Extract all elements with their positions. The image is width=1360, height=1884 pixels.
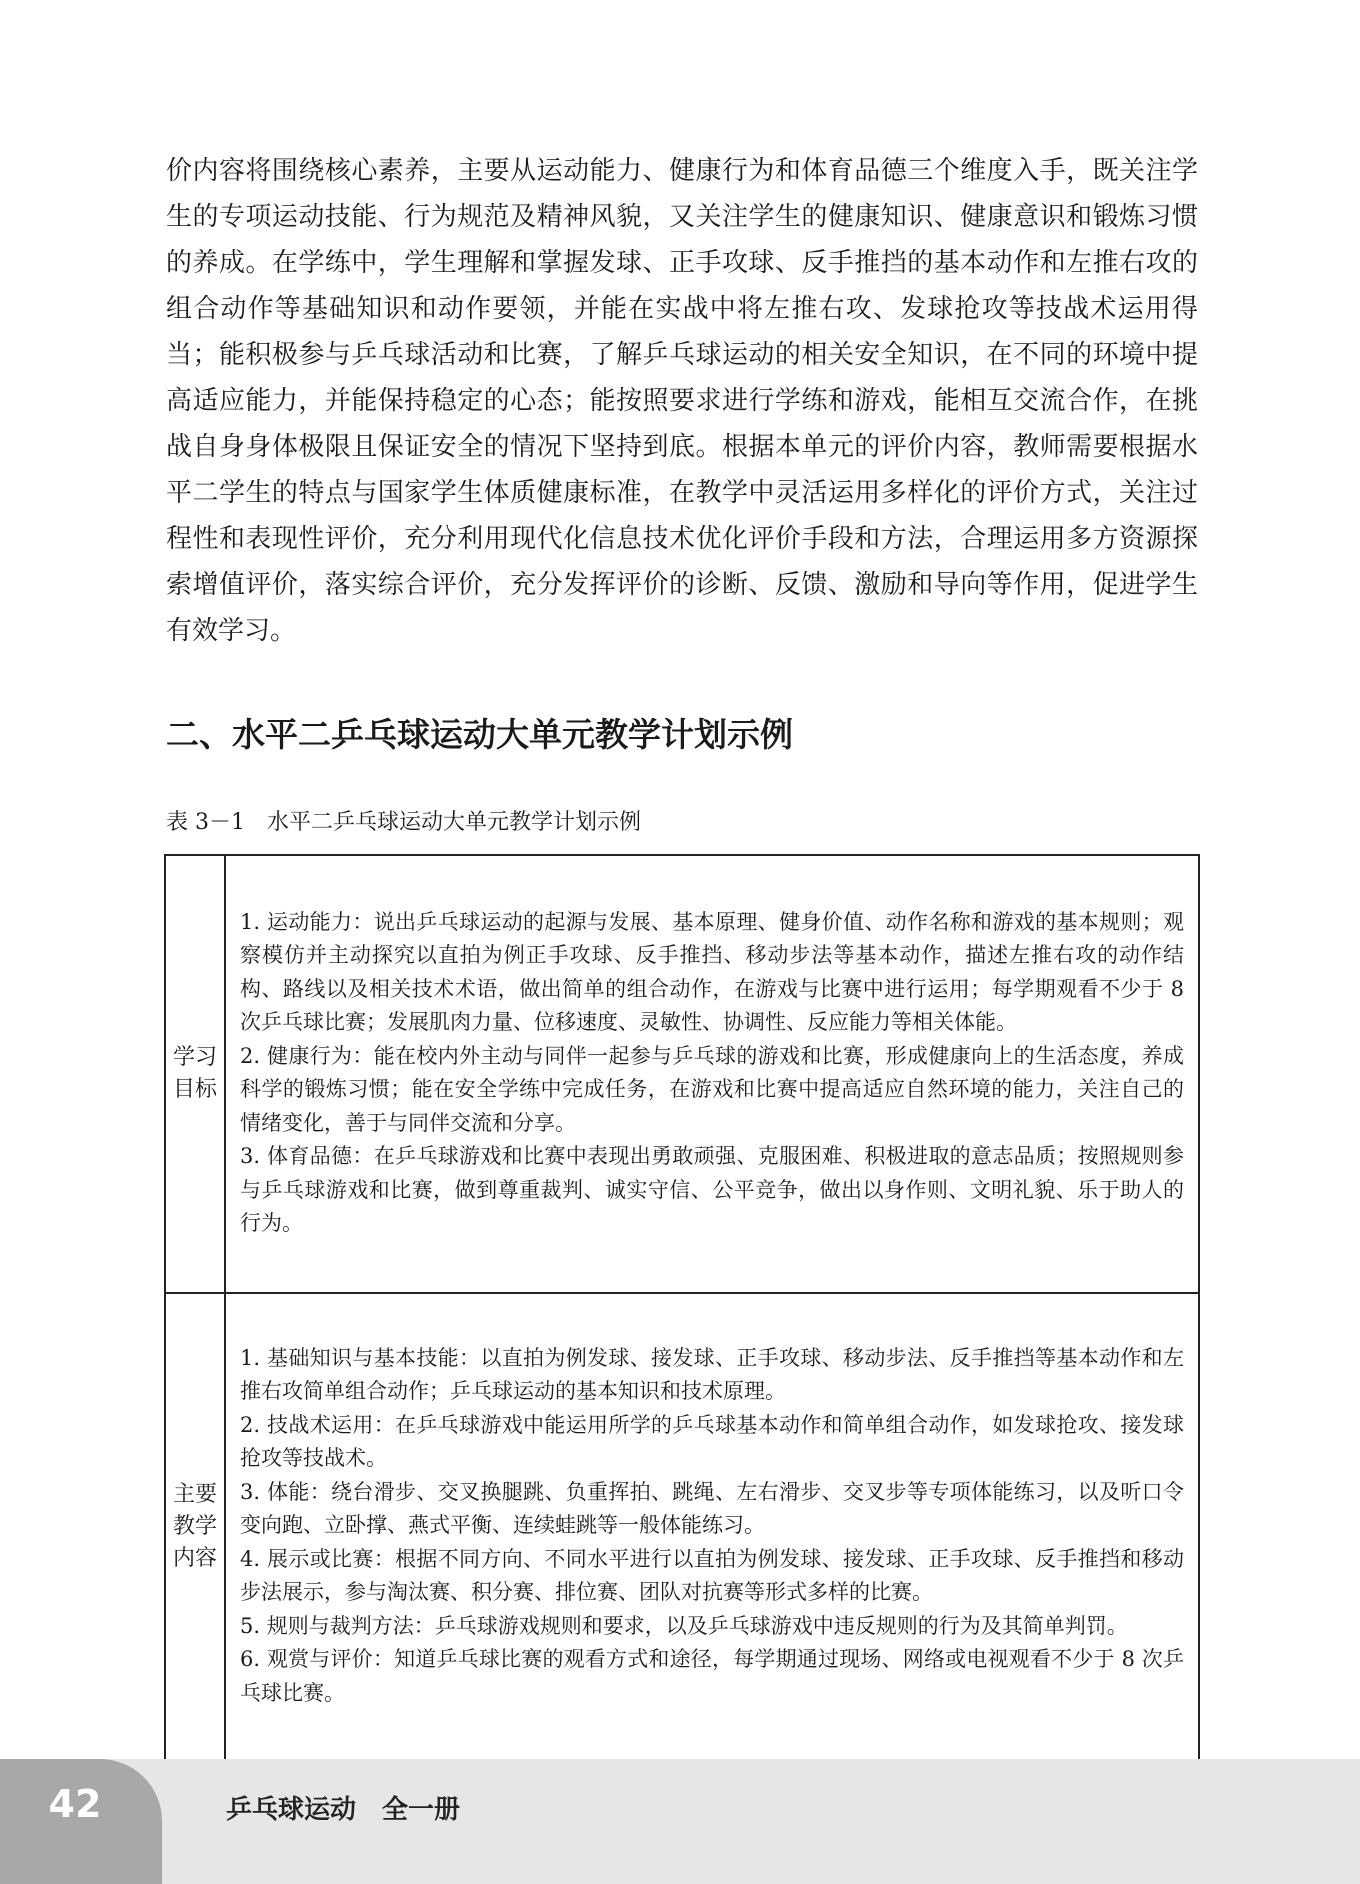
teaching-plan-table [164, 854, 1200, 1762]
row-label-line: 内容 [172, 1546, 217, 1571]
main-content-cell [225, 1293, 1199, 1761]
table-row-learning-goals [165, 855, 1199, 1293]
row-label-line: 主要 [172, 1482, 217, 1507]
content-item-competition: 4. 展示或比赛：根据不同方向、不同水平进行以直拍为例发球、接发球、正手攻球、反手推挡和移动步法展示，参与淘汰赛、积分赛、排位赛、团队对抗赛等形式多样的比赛。 [240, 1546, 1184, 1605]
row-label-main-content [165, 1293, 225, 1761]
table-caption: 表 3－1 水平二乒乓球运动大单元教学计划示例 [166, 810, 641, 835]
row-label-learning-goals [165, 855, 225, 1293]
content-item-rules: 5. 规则与裁判方法：乒乓球游戏规则和要求，以及乒乓球游戏中违反规则的行为及其简单判罚。 [240, 1613, 1128, 1638]
goal-item-sports-morality: 3. 体育品德：在乒乓球游戏和比赛中表现出勇敢顽强、克服困难、积极进取的意志品质；按照规则参与乒乓球游戏和比赛，做到尊重裁判、诚实守信、公平竞争，做出以身作则、文明礼貌、乐于助人的行为。 [240, 1144, 1184, 1235]
row-label-line: 目标 [172, 1077, 217, 1102]
content-item-appreciation: 6. 观赏与评价：知道乒乓球比赛的观看方式和途径，每学期通过现场、网络或电视观看不少于 8 次乒乓球比赛。 [240, 1647, 1184, 1705]
book-title: 乒乓球运动 全一册 [226, 1795, 461, 1825]
content-item-basic-skills: 1. 基础知识与基本技能：以直拍为例发球、接发球、正手攻球、移动步法、反手推挡等基本动作和左推右攻简单组合动作；乒乓球运动的基本知识和技术原理。 [240, 1345, 1184, 1404]
row-label-line: 教学 [172, 1514, 217, 1539]
goal-item-health-behavior: 2. 健康行为：能在校内外主动与同伴一起参与乒乓球的游戏和比赛，形成健康向上的生活态度，养成科学的锻炼习惯；能在安全学练中完成任务，在游戏和比赛中提高适应自然环境的能力，关注自己的情绪变化，善于与同伴交流和分享。 [240, 1043, 1184, 1135]
row-label-line: 学习 [172, 1045, 217, 1070]
learning-goals-cell [225, 855, 1199, 1293]
content-item-fitness: 3. 体能：绕台滑步、交叉换腿跳、负重挥拍、跳绳、左右滑步、交叉步等专项体能练习，以及听口令变向跑、立卧撑、燕式平衡、连续蛙跳等一般体能练习。 [240, 1479, 1184, 1538]
footer-band [0, 1759, 1360, 1884]
goal-item-motor-ability: 1. 运动能力：说出乒乓球运动的起源与发展、基本原理、健身价值、动作名称和游戏的基本规则；观察模仿并主动探究以直拍为例正手攻球、反手推挡、移动步法等基本动作，描述左推右攻的动作结构、路线以及相关技术术语，做出简单的组合动作，在游戏与比赛中进行运用；每学期观看不少于 8 次乒乓球比赛；发展肌肉力量、位移速度、灵敏性、协调性、反应能力等相关体能。 [240, 909, 1184, 1034]
page-number: 42 [48, 1782, 102, 1826]
intro-paragraph: 价内容将围绕核心素养，主要从运动能力、健康行为和体育品德三个维度入手，既关注学生的专项运动技能、行为规范及精神风貌，又关注学生的健康知识、健康意识和锻炼习惯的养成。在学练中，学生理解和掌握发球、正手攻球、反手推挡的基本动作和左推右攻的组合动作等基础知识和动作要领，并能在实战中将左推右攻、发球抢攻等技战术运用得当；能积极参与乒乓球活动和比赛，了解乒乓球运动的相关安全知识，在不同的环境中提高适应能力，并能保持稳定的心态；能按照要求进行学练和游戏，能相互交流合作，在挑战自身身体极限且保证安全的情况下坚持到底。根据本单元的评价内容，教师需要根据水平二学生的特点与国家学生体质健康标准，在教学中灵活运用多样化的评价方式，关注过程性和表现性评价，充分利用现代化信息技术优化评价手段和方法，合理运用多方资源探索增值评价，落实综合评价，充分发挥评价的诊断、反馈、激励和导向等作用，促进学生有效学习。 [166, 156, 1198, 646]
content-item-tactics: 2. 技战术运用：在乒乓球游戏中能运用所学的乒乓球基本动作和简单组合动作，如发球抢攻、接发球抢攻等技战术。 [240, 1412, 1184, 1471]
section-heading: 二、水平二乒乓球运动大单元教学计划示例 [166, 715, 793, 754]
table-row-main-content [165, 1293, 1199, 1761]
